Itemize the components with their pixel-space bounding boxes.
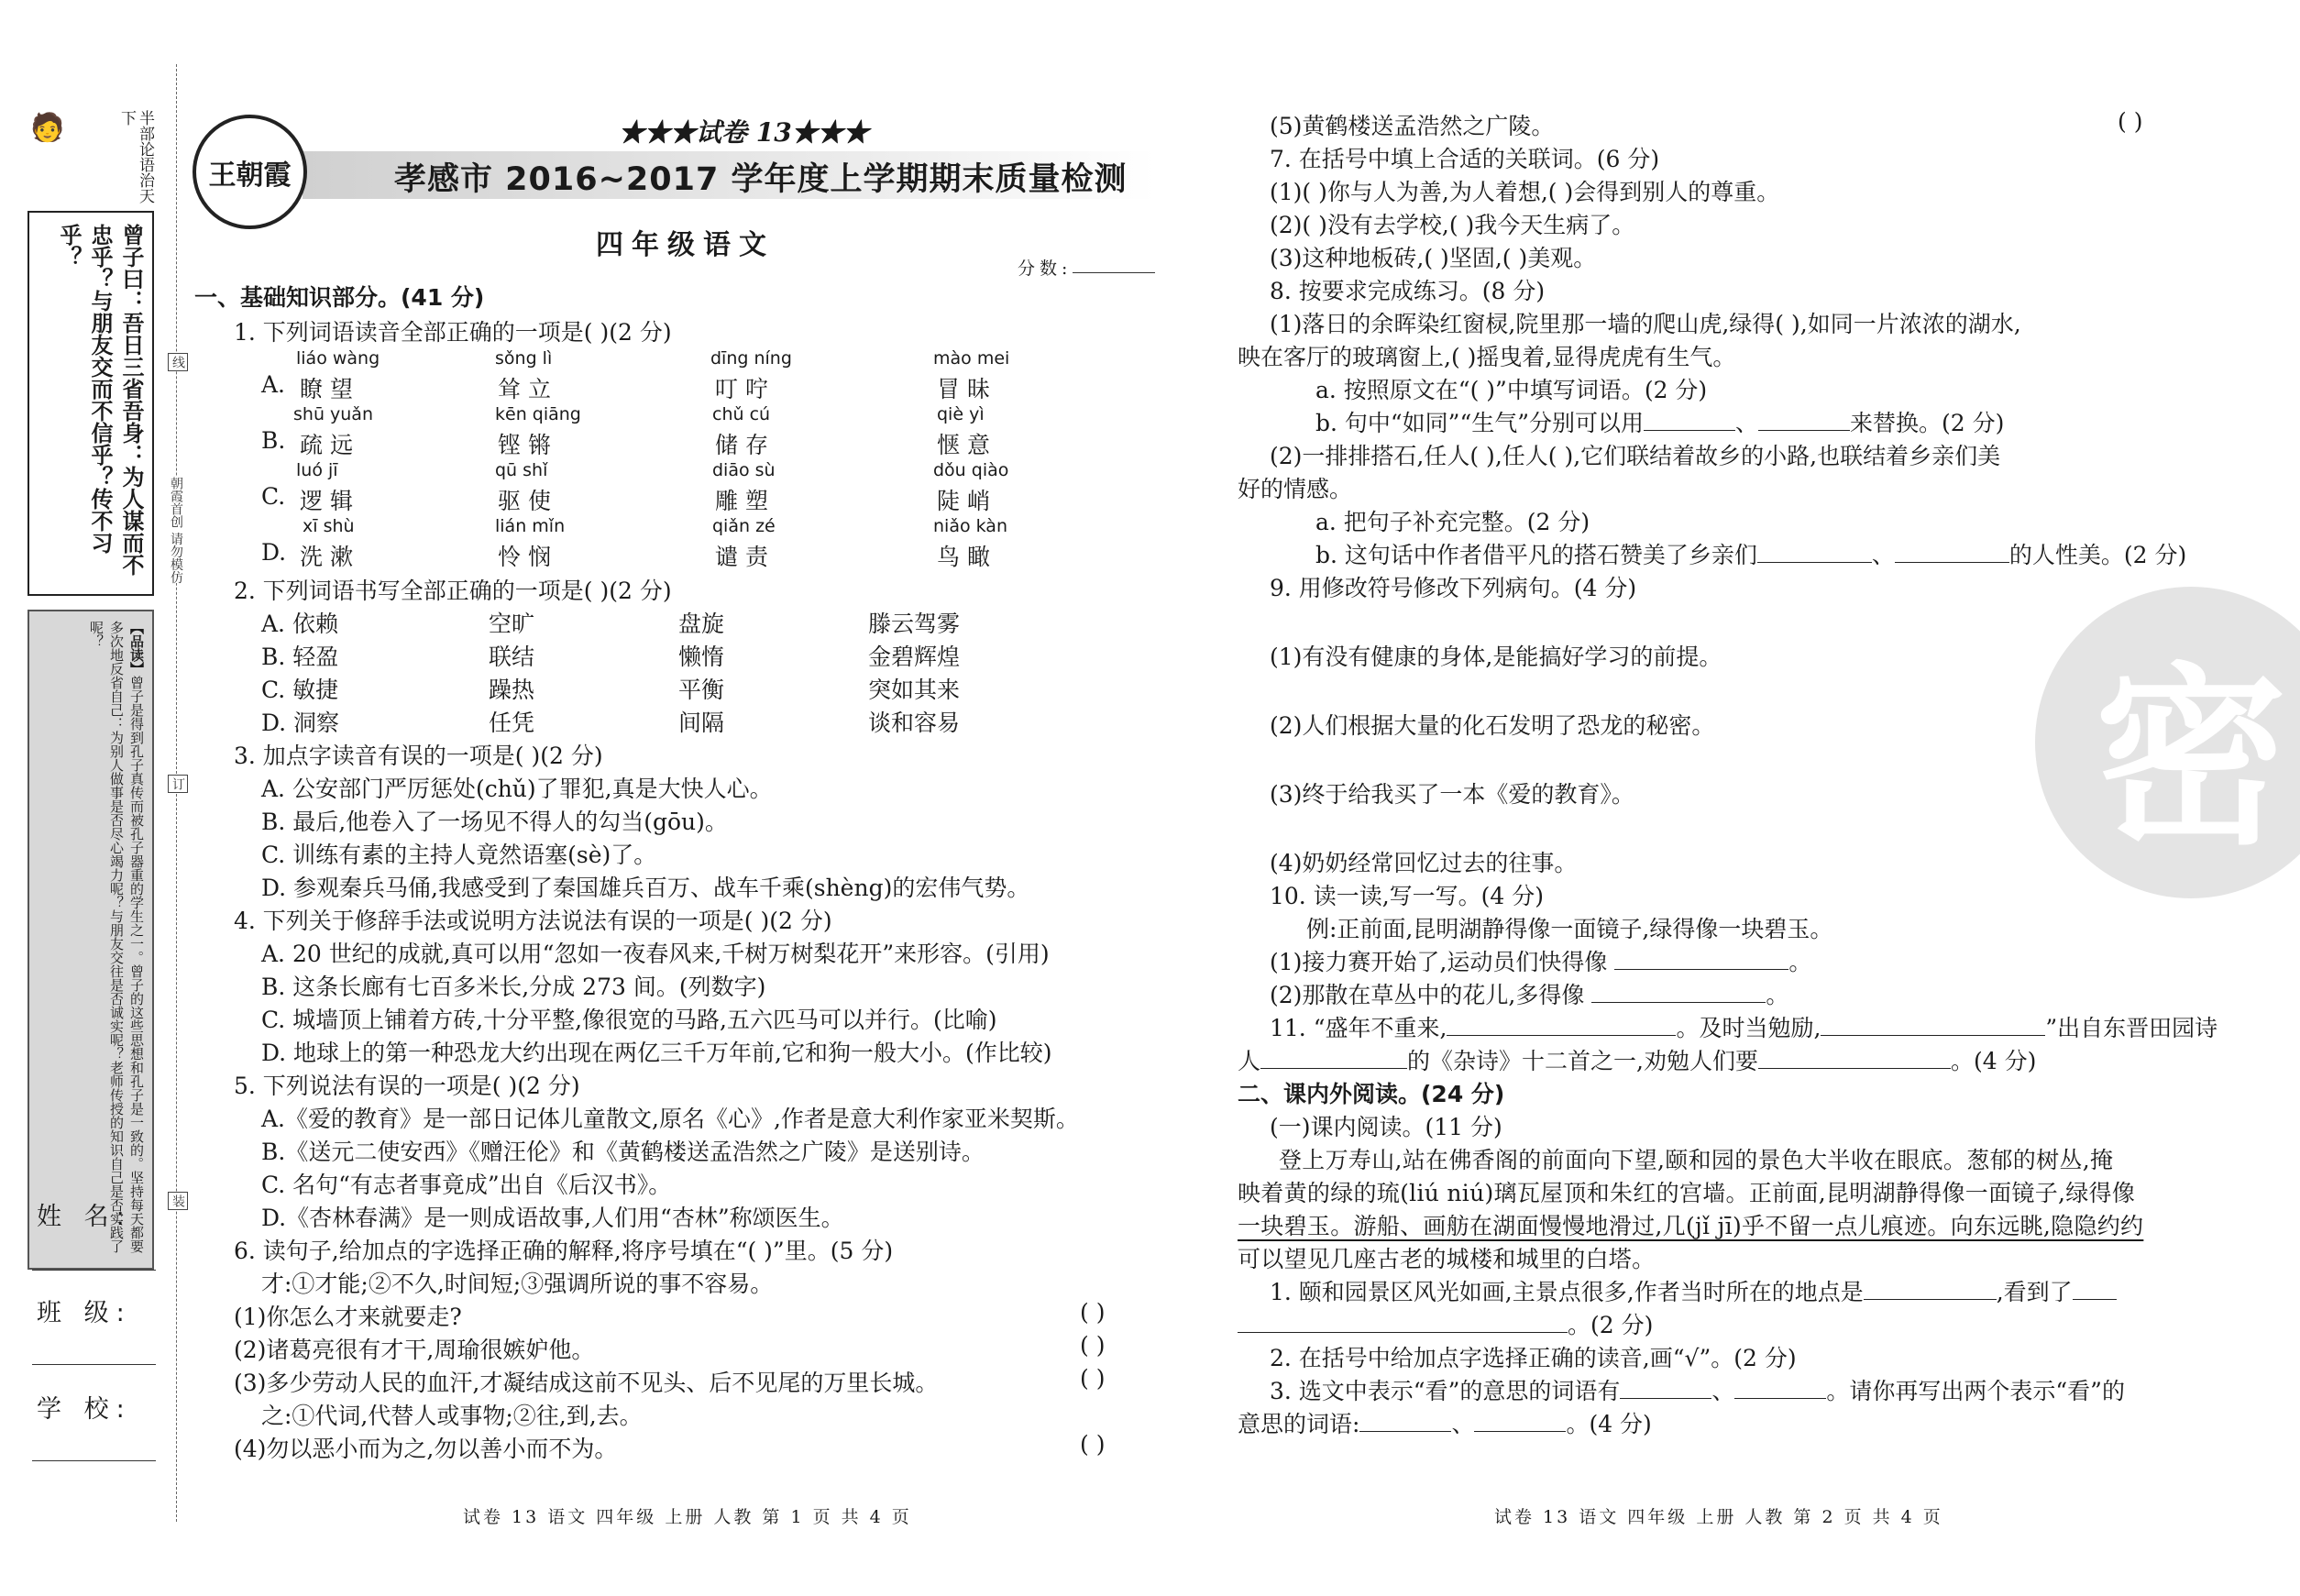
pinyin: qiè yì — [937, 404, 985, 424]
option-word: 谈和容易 — [868, 710, 961, 736]
q8-passage-1: (1)落日的余晖染红窗棂,院里那一墙的爬山虎,绿得( ),如同一片浓浓的湖水, — [1270, 311, 2021, 337]
quote-text: 曾子曰：吾日三省吾身：为人谋而不忠乎？与朋友交而不信乎？传不习乎？ — [56, 224, 144, 576]
option-word: 雕 塑 — [715, 488, 768, 514]
q3-stem: 3. 加点字读音有误的一项是( )(2 分) — [234, 743, 603, 769]
passage-line: 一块碧玉。游船、画舫在湖面慢慢地滑过,几(jǐ jī)乎不留一点儿痕迹。向东远眺,隐隐约约 — [1238, 1213, 2144, 1239]
q3-option: C. 训练有素的主持人竟然语塞(sè)了。 — [261, 842, 657, 868]
answer-blank[interactable] — [1758, 1048, 1951, 1069]
option-word: 任凭 — [489, 710, 535, 736]
answer-blank[interactable] — [1591, 982, 1766, 1003]
reading-text — [86, 621, 147, 1262]
q6-item: (1)你怎么才来就要走? — [234, 1304, 462, 1330]
q6-definitions-cai: 才:①才能;②不久,时间短;③强调所说的事不容易。 — [261, 1271, 774, 1297]
option-word: 突如其来 — [868, 677, 961, 703]
r1-mid: ,看到了 — [1996, 1279, 2073, 1305]
answer-blank[interactable] — [1895, 542, 2009, 563]
option-label: C. — [261, 483, 286, 510]
page-footer-2: 试卷 13 语文 四年级 上册 人教 第 2 页 共 4 页 — [1494, 1507, 1943, 1527]
q5-option: B.《送元二使安西》《赠汪伦》和《黄鹤楼送孟浩然之广陵》是送别诗。 — [261, 1139, 985, 1165]
q5-option: C. 名句“有志者事竟成”出自《后汉书》。 — [261, 1172, 672, 1198]
option-word: C. 敏捷 — [261, 677, 339, 703]
q8-sub-a: a. 按照原文在“( )”中填写词语。(2 分) — [1315, 377, 1708, 403]
q9-sentence: (1)有没有健康的身体,是能搞好学习的前提。 — [1270, 644, 1722, 670]
answer-blank[interactable] — [1758, 410, 1850, 431]
option-word: 怜 悯 — [498, 544, 551, 570]
answer-paren[interactable]: ( ) — [1080, 1332, 1106, 1359]
q2-stem: 2. 下列词语书写全部正确的一项是( )(2 分) — [234, 578, 672, 604]
option-word: 滕云驾雾 — [868, 611, 961, 637]
option-word: 惬 意 — [937, 432, 990, 458]
pinyin: dīng níng — [710, 348, 792, 369]
answer-blank[interactable] — [1620, 1378, 1711, 1399]
binding-dashed-line — [176, 64, 177, 1522]
name-field[interactable] — [32, 1270, 156, 1271]
score-field[interactable] — [1073, 272, 1155, 273]
name-label: 姓 名: — [37, 1203, 132, 1231]
option-word: 谴 责 — [715, 544, 768, 570]
q11-b3: 。(4 分) — [1950, 1048, 2037, 1074]
q7-stem: 7. 在括号中填上合适的关联词。(6 分) — [1270, 146, 1660, 172]
option-word: 空旷 — [489, 611, 535, 637]
r2-stem: 2. 在括号中给加点字选择正确的读音,画“√”。(2 分) — [1270, 1345, 1797, 1371]
q8-b-text: b. 句中“如同”“生气”分别可以用 — [1315, 410, 1645, 436]
q10-stem: 10. 读一读,写一写。(4 分) — [1270, 883, 1545, 909]
q3-option: D. 参观秦兵马俑,我感受到了秦国雄兵百万、战车千乘(shèng)的宏伟气势。 — [261, 875, 1030, 901]
q6-item: (2)诸葛亮很有才干,周瑜很嫉妒他。 — [234, 1337, 595, 1363]
q11-b1: 人 — [1238, 1048, 1261, 1074]
q7-item: (3)这种地板砖,( )坚固,( )美观。 — [1270, 245, 1597, 271]
pinyin: lián mǐn — [495, 516, 566, 536]
option-word: 陡 峭 — [937, 488, 990, 514]
q10-2-text: (2)那散在草丛中的花儿,多得像 — [1270, 982, 1585, 1008]
q10-item-2 — [1270, 977, 1788, 1010]
answer-blank[interactable] — [1757, 542, 1872, 563]
r3-line-2 — [1238, 1406, 1652, 1439]
q11-a1: 11. “盛年不重来, — [1270, 1015, 1447, 1041]
option-word: 间隔 — [678, 710, 725, 736]
q10-item-1 — [1270, 944, 1811, 977]
q8-b-tail: 来替换。(2 分) — [1850, 410, 2005, 436]
answer-blank[interactable] — [1359, 1411, 1451, 1432]
binding-notice: 朝霞首创 请勿模仿 — [169, 477, 183, 584]
option-word: 冒 昧 — [937, 376, 990, 402]
pinyin: liáo wàng — [296, 348, 380, 369]
r3-line-1 — [1270, 1373, 2125, 1406]
reading-label: 【品读】 — [128, 621, 145, 676]
r3-tail: 。(4 分) — [1566, 1411, 1652, 1437]
option-word: D. 洞察 — [261, 710, 340, 736]
binding-mark-line: 线 — [168, 353, 188, 371]
answer-paren[interactable]: ( ) — [1080, 1299, 1106, 1326]
option-word: 逻 辑 — [300, 488, 353, 514]
q8-d-text: b. 这句话中作者借平凡的搭石赞美了乡亲们 — [1315, 542, 1757, 568]
answer-paren[interactable]: ( ) — [1080, 1365, 1106, 1392]
q10-2-end: 。 — [1766, 982, 1789, 1008]
q5-stem: 5. 下列说法有误的一项是( )(2 分) — [234, 1073, 580, 1099]
option-word: 疏 远 — [300, 432, 353, 458]
option-word: 驱 使 — [498, 488, 551, 514]
pinyin: shū yuǎn — [293, 404, 373, 424]
q6-stem: 6. 读句子,给加点的字选择正确的解释,将序号填在“( )”里。(5 分) — [234, 1238, 894, 1264]
class-label: 班 级: — [37, 1299, 132, 1327]
option-word: 金碧辉煌 — [868, 644, 961, 670]
answer-blank[interactable] — [1260, 1048, 1407, 1069]
quote-box — [28, 211, 154, 596]
answer-blank[interactable] — [1447, 1015, 1676, 1036]
answer-blank[interactable] — [1864, 1279, 1997, 1300]
q11-line-1 — [1270, 1010, 2217, 1043]
option-word: 铿 锵 — [498, 432, 551, 458]
answer-blank[interactable] — [1614, 949, 1788, 970]
pinyin: kēn qiāng — [495, 404, 581, 424]
reading-box — [28, 610, 154, 1270]
pinyin: chǔ cú — [712, 404, 771, 424]
q3-option: A. 公安部门严厉惩处(chǔ)了罪犯,真是大快人心。 — [261, 776, 773, 802]
q4-option: D. 地球上的第一种恐龙大约出现在两亿三千万年前,它和狗一般大小。(作比较) — [261, 1040, 1052, 1066]
section-1-title: 一、基础知识部分。(41 分) — [194, 284, 485, 311]
pinyin: mào mei — [933, 348, 1010, 369]
q11-b2: 的《杂诗》十二首之一,劝勉人们要 — [1407, 1048, 1758, 1074]
option-label: D. — [261, 539, 287, 566]
q9-sentence: (4)奶奶经常回忆过去的往事。 — [1270, 850, 1578, 876]
q4-option: C. 城墙顶上铺着方砖,十分平整,像很宽的马路,五六匹马可以并行。(比喻) — [261, 1007, 997, 1033]
q9-sentence: (3)终于给我买了一本《爱的教育》。 — [1270, 781, 1634, 808]
answer-paren[interactable]: ( ) — [2118, 108, 2143, 135]
q6-item: (5)黄鹤楼送孟浩然之广陵。 — [1270, 113, 1555, 139]
passage-line: 可以望见几座古老的城楼和城里的白塔。 — [1238, 1246, 1656, 1272]
answer-blank[interactable] — [2073, 1279, 2117, 1300]
section-2-title: 二、课内外阅读。(24 分) — [1238, 1081, 1505, 1107]
q7-item: (2)( )没有去学校,( )我今天生病了。 — [1270, 212, 1635, 238]
class-field[interactable] — [32, 1364, 156, 1365]
subject-title: 四年级语文 — [596, 229, 775, 261]
passage-line: 映着黄的绿的琉(liú niú)璃瓦屋顶和朱红的宫墙。正前面,昆明湖静得像一面镜子,绿得像 — [1238, 1180, 2136, 1206]
answer-paren[interactable]: ( ) — [1080, 1431, 1106, 1458]
answer-blank[interactable] — [1644, 410, 1735, 431]
q8-passage-2: (2)一排排搭石,任人( ),任人( ),它们联结着故乡的小路,也联结着乡亲们美 — [1270, 443, 2001, 469]
q1-stem: 1. 下列词语读音全部正确的一项是( )(2 分) — [234, 319, 672, 346]
q8-sub-d — [1315, 537, 2186, 570]
q8-sub-b — [1315, 405, 2004, 438]
q11-a2: 。及时当勉励, — [1676, 1015, 1821, 1041]
q4-option: A. 20 世纪的成就,真可以用“忽如一夜春风来,千树万树梨花开”来形容。(引用) — [261, 941, 1050, 967]
r3-text: 3. 选文中表示“看”的意思的词语有 — [1270, 1378, 1621, 1404]
r1-line-1 — [1270, 1274, 2117, 1307]
option-word: B. 轻盈 — [261, 644, 339, 670]
pinyin: niǎo kàn — [933, 516, 1007, 536]
option-word: 躁热 — [489, 677, 535, 703]
option-word: 联结 — [489, 644, 535, 670]
option-word: 鸟 瞰 — [937, 544, 990, 570]
q10-1-text: (1)接力赛开始了,运动员们快得像 — [1270, 949, 1608, 975]
q8-passage-2-cont: 好的情感。 — [1238, 476, 1353, 502]
q8-sub-c: a. 把句子补充完整。(2 分) — [1315, 509, 1590, 535]
option-word: 储 存 — [715, 432, 768, 458]
q3-option: B. 最后,他卷入了一场见不得人的勾当(gōu)。 — [261, 809, 728, 835]
pinyin: dǒu qiào — [933, 460, 1009, 480]
q8-d-tail: 的人性美。(2 分) — [2008, 542, 2187, 568]
q9-sentence: (2)人们根据大量的化石发明了恐龙的秘密。 — [1270, 712, 1715, 739]
confidential-seal-icon: 密 — [2035, 587, 2300, 898]
q8-d-sep: 、 — [1871, 542, 1895, 568]
answer-blank[interactable] — [1474, 1411, 1566, 1432]
option-label: A. — [261, 371, 286, 398]
q4-stem: 4. 下列关于修辞手法或说明方法说法有误的一项是( )(2 分) — [234, 908, 832, 934]
q7-item: (1)( )你与人为善,为人着想,( )会得到别人的尊重。 — [1270, 179, 1780, 205]
q5-option: A.《爱的教育》是一部日记体儿童散文,原名《心》,作者是意大利作家亚米契斯。 — [261, 1106, 1079, 1132]
confucius-figure-icon: 🧑 — [31, 110, 64, 144]
brand-logo: 王朝霞 — [193, 115, 307, 229]
q8-b-sep: 、 — [1735, 410, 1759, 436]
answer-blank[interactable] — [1238, 1312, 1568, 1333]
r1-tail: 。(2 分) — [1568, 1312, 1654, 1338]
passage-line: 登上万寿山,站在佛香阁的前面向下望,颐和园的景色大半收在眼底。葱郁的树丛,掩 — [1279, 1147, 2114, 1173]
answer-blank[interactable] — [1821, 1015, 2045, 1036]
option-word: 懒惰 — [678, 644, 725, 670]
r3-sep: 、 — [1711, 1378, 1735, 1404]
page-footer-1: 试卷 13 语文 四年级 上册 人教 第 1 页 共 4 页 — [463, 1507, 912, 1527]
binding-mark-zhuang: 装 — [168, 1192, 188, 1210]
q4-option: B. 这条长廊有七百多米长,分成 273 间。(列数字) — [261, 974, 766, 1000]
option-word: 平衡 — [678, 677, 725, 703]
option-word: A. 依赖 — [261, 611, 338, 637]
reading-body: 曾子是得到孔子真传而被孔子器重的学生之一。曾子的这些思想和孔子是一致的。坚持每天都要多次地反省自己：为别人做事是否尽心竭力呢？与朋友交往是否诚实呢？老师传授的知识自己是否实践了呢？ — [88, 621, 145, 1253]
r3-prompt: 意思的词语: — [1238, 1411, 1360, 1437]
pinyin: xī shù — [303, 516, 355, 536]
q11-a3: ”出自东晋田园诗 — [2045, 1015, 2218, 1041]
pinyin: luó jī — [296, 460, 338, 480]
answer-blank[interactable] — [1734, 1378, 1826, 1399]
school-field[interactable] — [32, 1460, 156, 1461]
option-word: 叮 咛 — [715, 376, 768, 402]
q11-line-2 — [1238, 1043, 2036, 1076]
part-1-title: (一)课内阅读。(11 分) — [1270, 1114, 1502, 1140]
exam-title: 孝感市 2016~2017 学年度上学期期末质量检测 — [394, 161, 1128, 198]
pinyin: qū shǐ — [495, 460, 548, 480]
q6-item: (3)多少劳动人民的血汗,才凝结成这前不见头、后不见尾的万里长城。 — [234, 1370, 939, 1396]
score-label: 分数: — [1018, 259, 1073, 279]
option-word: 盘旋 — [678, 611, 725, 637]
paper-number: ★★★试卷 13★★★ — [619, 117, 869, 148]
r3-sep2: 、 — [1451, 1411, 1475, 1437]
binding-mark-ding: 订 — [168, 775, 188, 793]
q10-1-end: 。 — [1788, 949, 1812, 975]
option-word: 耸 立 — [498, 376, 551, 402]
pinyin: diāo sù — [712, 460, 776, 480]
q6-definitions-zhi: 之:①代词,代替人或事物;②往,到,去。 — [261, 1403, 643, 1429]
q9-stem: 9. 用修改符号修改下列病句。(4 分) — [1270, 575, 1637, 601]
school-label: 学 校: — [37, 1395, 132, 1424]
q6-item: (4)勿以恶小而为之,勿以善小而不为。 — [234, 1436, 618, 1462]
option-word: 洗 漱 — [300, 544, 353, 570]
q10-example: 例:正前面,昆明湖静得像一面镜子,绿得像一块碧玉。 — [1306, 916, 1833, 942]
motto-small: 半部论语治天下 — [117, 110, 154, 204]
q8-stem: 8. 按要求完成练习。(8 分) — [1270, 278, 1546, 304]
option-word: 瞭 望 — [300, 376, 353, 402]
r1-text: 1. 颐和园景区风光如画,主景点很多,作者当时所在的地点是 — [1270, 1279, 1864, 1305]
r1-line-2 — [1238, 1307, 1653, 1340]
option-label: B. — [261, 427, 286, 454]
q5-option: D.《杏林春满》是一则成语故事,人们用“杏林”称颂医生。 — [261, 1205, 844, 1231]
r3-mid: 。请你再写出两个表示“看”的 — [1826, 1378, 2125, 1404]
q8-passage-1-cont: 映在客厅的玻璃窗上,( )摇曳着,显得虎虎有生气。 — [1238, 344, 1736, 370]
pinyin: qiǎn zé — [712, 516, 776, 536]
pinyin: sǒng lì — [495, 348, 553, 369]
